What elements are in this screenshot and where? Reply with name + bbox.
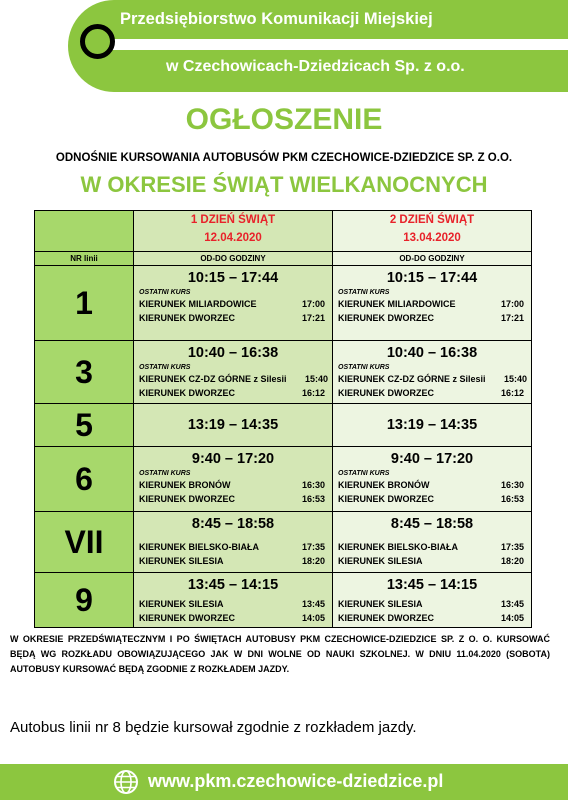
direction-name: KIERUNEK DWORZEC bbox=[338, 494, 434, 504]
direction-row bbox=[134, 554, 332, 568]
direction-time: 17:21 bbox=[500, 313, 524, 323]
direction-name: KIERUNEK BRONÓW bbox=[139, 480, 231, 490]
hours-range: 13:45 – 14:15 bbox=[187, 577, 279, 593]
direction-time: 15:40 bbox=[304, 374, 328, 384]
table-row bbox=[35, 573, 532, 628]
direction-row bbox=[134, 611, 332, 625]
hours-range: 13:19 – 14:35 bbox=[134, 404, 333, 447]
line-number-label: NR linii bbox=[35, 252, 134, 266]
hours-range: 8:45 – 18:58 bbox=[191, 516, 275, 532]
line-number: 5 bbox=[35, 404, 134, 447]
direction-time: 16:12 bbox=[301, 388, 325, 398]
direction-name: KIERUNEK BRONÓW bbox=[338, 480, 430, 490]
direction-name: KIERUNEK DWORZEC bbox=[139, 388, 235, 398]
website-link[interactable]: www.pkm.czechowice-dziedzice.pl bbox=[148, 771, 444, 791]
direction-row bbox=[134, 386, 332, 400]
direction-time: 13:45 bbox=[301, 599, 325, 609]
hours-range: 10:15 – 17:44 bbox=[187, 270, 279, 286]
table-row bbox=[35, 447, 532, 512]
hours-label-day2: OD-DO GODZINY bbox=[333, 252, 532, 266]
header-road-band bbox=[88, 39, 568, 50]
last-course-label: OSTATNI KURS bbox=[338, 289, 390, 296]
direction-name: KIERUNEK SILESIA bbox=[139, 599, 224, 609]
direction-time: 17:35 bbox=[301, 542, 325, 552]
direction-row bbox=[333, 311, 531, 325]
direction-row bbox=[333, 597, 531, 611]
direction-row bbox=[134, 492, 332, 506]
notice-paragraph: W OKRESIE PRZEDŚWIĄTECZNYM I PO ŚWIĘTACH AUTOBUSY PKM CZECHOWICE-DZIEDZICE SP. Z O. O. KURSOWAĆ BĘDĄ WG ROZKŁADU OBOWIĄZUJĄCEGO JAK W DNI WOLNE OD NAUKI SZKOLNEJ. W DNIU 11.04.2020 (SOBOTA) AUTOBUSY KURSOWAĆ BĘDĄ ZGODNIE Z ROZKŁADEM JAZDY. bbox=[10, 634, 550, 674]
direction-row bbox=[134, 311, 332, 325]
direction-time: 16:30 bbox=[500, 480, 524, 490]
direction-time: 16:53 bbox=[301, 494, 325, 504]
direction-row bbox=[134, 372, 332, 386]
direction-time: 15:40 bbox=[503, 374, 527, 384]
bus-stop-icon bbox=[80, 24, 115, 59]
day1-date: 12.04.2020 bbox=[204, 232, 262, 244]
direction-row bbox=[333, 478, 531, 492]
direction-time: 17:35 bbox=[500, 542, 524, 552]
day1-cell bbox=[134, 573, 333, 628]
direction-name: KIERUNEK CZ-DZ GÓRNE z Silesii bbox=[338, 374, 486, 384]
company-name-line2: w Czechowicach-Dziedzicach Sp. z o.o. bbox=[166, 58, 465, 75]
line-number: VII bbox=[35, 512, 134, 573]
timetable-label-row bbox=[35, 252, 532, 266]
direction-row bbox=[134, 597, 332, 611]
direction-name: KIERUNEK SILESIA bbox=[338, 599, 423, 609]
direction-time: 13:45 bbox=[500, 599, 524, 609]
company-name-line1: Przedsiębiorstwo Komunikacji Miejskiej bbox=[120, 10, 433, 28]
line-number: 9 bbox=[35, 573, 134, 628]
direction-time: 17:21 bbox=[301, 313, 325, 323]
direction-name: KIERUNEK BIELSKO-BIAŁA bbox=[139, 542, 260, 552]
direction-row bbox=[333, 386, 531, 400]
day2-cell bbox=[333, 447, 532, 512]
table-row bbox=[35, 404, 532, 447]
direction-row bbox=[134, 297, 332, 311]
direction-time: 16:53 bbox=[500, 494, 524, 504]
day2-cell bbox=[333, 512, 532, 573]
day2-name: 2 DZIEŃ ŚWIĄT bbox=[389, 214, 475, 226]
table-row bbox=[35, 266, 532, 341]
direction-time: 17:00 bbox=[301, 299, 325, 309]
direction-row bbox=[333, 372, 531, 386]
line-number: 1 bbox=[35, 266, 134, 341]
direction-time: 17:00 bbox=[500, 299, 524, 309]
direction-name: KIERUNEK DWORZEC bbox=[338, 388, 434, 398]
direction-name: KIERUNEK DWORZEC bbox=[139, 494, 235, 504]
direction-time: 16:30 bbox=[301, 480, 325, 490]
direction-row bbox=[333, 540, 531, 554]
day1-cell bbox=[134, 447, 333, 512]
day1-header bbox=[134, 211, 333, 252]
globe-icon bbox=[113, 769, 139, 795]
direction-time: 16:12 bbox=[500, 388, 524, 398]
day1-cell bbox=[134, 512, 333, 573]
direction-row bbox=[333, 492, 531, 506]
direction-time: 18:20 bbox=[500, 556, 524, 566]
last-course-label: OSTATNI KURS bbox=[139, 289, 191, 296]
direction-row bbox=[333, 297, 531, 311]
line-8-note: Autobus linii nr 8 będzie kursował zgodnie z rozkładem jazdy. bbox=[10, 719, 417, 736]
hours-range: 10:40 – 16:38 bbox=[187, 345, 279, 361]
direction-name: KIERUNEK DWORZEC bbox=[139, 613, 235, 623]
day2-header bbox=[333, 211, 532, 252]
direction-name: KIERUNEK SILESIA bbox=[338, 556, 423, 566]
direction-name: KIERUNEK DWORZEC bbox=[338, 313, 434, 323]
page-title: OGŁOSZENIE bbox=[185, 103, 383, 136]
table-row bbox=[35, 341, 532, 404]
hours-range: 8:45 – 18:58 bbox=[390, 516, 474, 532]
direction-row bbox=[134, 478, 332, 492]
subtitle: ODNOŚNIE KURSOWANIA AUTOBUSÓW PKM CZECHOWICE-DZIEDZICE SP. Z O.O. bbox=[55, 152, 513, 164]
direction-name: KIERUNEK MILIARDOWICE bbox=[139, 299, 257, 309]
direction-time: 18:20 bbox=[301, 556, 325, 566]
hours-range: 10:15 – 17:44 bbox=[386, 270, 478, 286]
holiday-subtitle: W OKRESIE ŚWIĄT WIELKANOCNYCH bbox=[80, 172, 488, 197]
line-number: 3 bbox=[35, 341, 134, 404]
day1-cell bbox=[134, 266, 333, 341]
direction-name: KIERUNEK DWORZEC bbox=[139, 313, 235, 323]
direction-row bbox=[134, 540, 332, 554]
direction-time: 14:05 bbox=[500, 613, 524, 623]
day2-cell bbox=[333, 573, 532, 628]
hours-range: 13:45 – 14:15 bbox=[386, 577, 478, 593]
hours-label-day1: OD-DO GODZINY bbox=[134, 252, 333, 266]
last-course-label: OSTATNI KURS bbox=[338, 364, 390, 371]
line-number: 6 bbox=[35, 447, 134, 512]
direction-name: KIERUNEK SILESIA bbox=[139, 556, 224, 566]
direction-row bbox=[333, 611, 531, 625]
header-empty-cell bbox=[35, 211, 134, 252]
day1-cell bbox=[134, 341, 333, 404]
day2-date: 13.04.2020 bbox=[403, 232, 461, 244]
footer-bar bbox=[0, 764, 568, 800]
direction-row bbox=[333, 554, 531, 568]
last-course-label: OSTATNI KURS bbox=[338, 470, 390, 477]
hours-range: 9:40 – 17:20 bbox=[191, 451, 275, 467]
hours-range: 9:40 – 17:20 bbox=[390, 451, 474, 467]
direction-name: KIERUNEK DWORZEC bbox=[338, 613, 434, 623]
direction-name: KIERUNEK MILIARDOWICE bbox=[338, 299, 456, 309]
timetable-header-row bbox=[35, 211, 532, 252]
hours-range: 13:19 – 14:35 bbox=[333, 404, 532, 447]
direction-name: KIERUNEK BIELSKO-BIAŁA bbox=[338, 542, 459, 552]
header-banner bbox=[68, 0, 568, 92]
day2-cell bbox=[333, 266, 532, 341]
direction-name: KIERUNEK CZ-DZ GÓRNE z Silesii bbox=[139, 374, 287, 384]
hours-range: 10:40 – 16:38 bbox=[386, 345, 478, 361]
table-row bbox=[35, 512, 532, 573]
day2-cell bbox=[333, 341, 532, 404]
last-course-label: OSTATNI KURS bbox=[139, 364, 191, 371]
timetable bbox=[34, 210, 532, 628]
direction-time: 14:05 bbox=[301, 613, 325, 623]
day1-name: 1 DZIEŃ ŚWIĄT bbox=[190, 214, 276, 226]
last-course-label: OSTATNI KURS bbox=[139, 470, 191, 477]
